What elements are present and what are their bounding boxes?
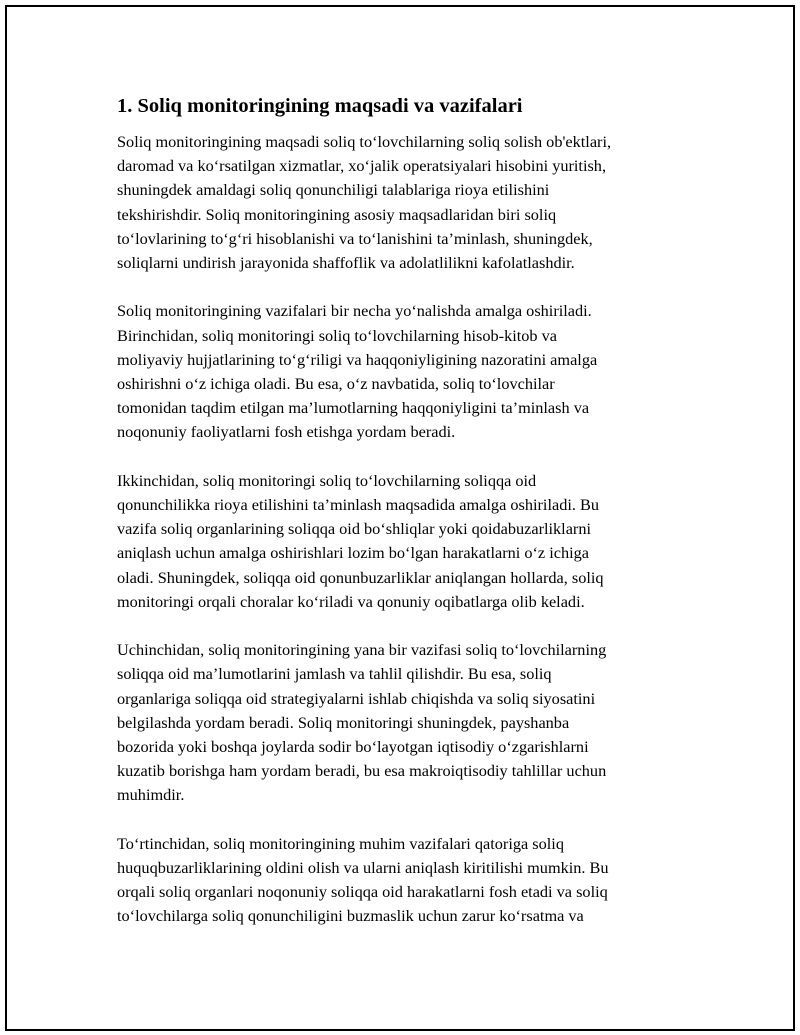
paragraph-line: bozorida yoki boshqa joylarda sodir bo‘layotgan iqtisodiy o‘zgarishlarni: [117, 737, 589, 757]
paragraph-line: belgilashda yordam beradi. Soliq monitoringi shuningdek, payshanba: [117, 712, 570, 732]
paragraph-3: [117, 469, 677, 614]
paragraph-line: kuzatib borishga ham yordam beradi, bu esa makroiqtisodiy tahlillar uchun: [117, 761, 607, 781]
paragraph-line: vazifa soliq organlarining soliqqa oid bo‘shliqlar yoki qoidabuzarliklarni: [117, 519, 592, 539]
paragraph-line: tekshirishdir. Soliq monitoringining asosiy maqsadlaridan biri soliq: [117, 204, 557, 224]
paragraph-4: [117, 638, 677, 807]
section-heading: 1. Soliq monitoringining maqsadi va vazifalari: [117, 95, 523, 117]
paragraph-line: noqonuniy faoliyatlarni fosh etishga yordam beradi.: [117, 422, 456, 442]
paragraph-line: shuningdek amaldagi soliq qonunchiligi talablariga rioya etilishini: [117, 180, 550, 200]
paragraph-line: To‘rtinchidan, soliq monitoringining muhim vazifalari qatoriga soliq: [117, 833, 564, 853]
paragraph-line: to‘lovlarining to‘g‘ri hisoblanishi va to‘lanishini ta’minlash, shuningdek,: [117, 228, 593, 248]
paragraph-5: [117, 832, 677, 929]
paragraph-line: Soliq monitoringining maqsadi soliq to‘lovchilarning soliq solish ob'ektlari,: [117, 132, 612, 151]
paragraph-line: monitoringi orqali choralar ko‘riladi va qonuniy oqibatlarga olib keladi.: [117, 591, 585, 611]
paragraph-1: [117, 130, 677, 275]
paragraph-line: Ikkinchidan, soliq monitoringi soliq to‘lovchilarning soliqqa oid: [117, 470, 537, 490]
paragraph-line: Birinchidan, soliq monitoringi soliq to‘lovchilarning hisob-kitob va: [117, 325, 558, 345]
paragraph-line: to‘lovchilarga soliq qonunchiligini buzmaslik uchun zarur ko‘rsatma va: [117, 906, 584, 926]
paragraph-line: oshirishni o‘z ichiga oladi. Bu esa, o‘z navbatida, soliq to‘lovchilar: [117, 374, 555, 394]
paragraph-2: [117, 299, 677, 444]
paragraph-line: moliyaviy hujjatlarining to‘g‘riligi va haqqoniyligining nazoratini amalga: [117, 349, 598, 369]
paragraph-line: oladi. Shuningdek, soliqqa oid qonunbuzarliklar aniqlangan hollarda, soliq: [117, 567, 604, 587]
paragraph-line: Uchinchidan, soliq monitoringining yana bir vazifasi soliq to‘lovchilarning: [117, 640, 607, 660]
paragraph-line: soliqlarni undirish jarayonida shaffoflik va adolatlilikni kafolatlashdir.: [117, 253, 575, 273]
paragraphs-container: [117, 130, 677, 929]
paragraph-line: daromad va ko‘rsatilgan xizmatlar, xo‘jalik operatsiyalari hisobini yuritish,: [117, 156, 607, 176]
paragraph-line: organlariga soliqqa oid strategiyalarni ishlab chiqishda va soliq siyosatini: [117, 688, 596, 708]
paragraph-line: aniqlash uchun amalga oshirishlari lozim bo‘lgan harakatlarni o‘z ichiga: [117, 543, 589, 563]
paragraph-line: soliqqa oid ma’lumotlarini jamlash va tahlil qilishdir. Bu esa, soliq: [117, 664, 552, 684]
paragraph-line: tomonidan taqdim etilgan ma’lumotlarning haqqoniyligini ta’minlash va: [117, 398, 590, 418]
paragraph-line: muhimdir.: [117, 785, 185, 805]
document-body: [117, 92, 677, 953]
paragraph-line: orqali soliq organlari noqonuniy soliqqa oid harakatlarni fosh etadi va soliq: [117, 882, 608, 902]
paragraph-line: huquqbuzarliklarining oldini olish va ularni aniqlash kiritilishi mumkin. Bu: [117, 858, 609, 878]
paragraph-line: Soliq monitoringining vazifalari bir necha yo‘nalishda amalga oshiriladi.: [117, 301, 592, 321]
paragraph-line: qonunchilikka rioya etilishini ta’minlash maqsadida amalga oshiriladi. Bu: [117, 495, 600, 515]
